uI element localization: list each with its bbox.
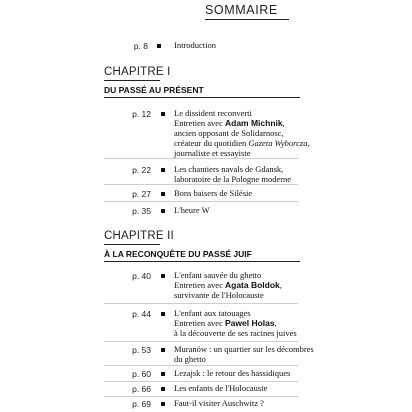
divider (104, 381, 298, 382)
divider (104, 341, 298, 342)
chapter-underline (104, 80, 160, 81)
page-number: p. 8 (133, 41, 148, 51)
toc-entry-dissident[interactable]: Le dissident reconverti Entretien avec Adam Michnik, ancien opposant de Solidarnosc, créateur du quotidien Gazeta Wyborcza, journaliste et essayiste (174, 108, 310, 158)
divider (104, 158, 298, 159)
divider (104, 184, 298, 185)
toc-entry-introduction[interactable] (174, 40, 394, 50)
bullet-marker (161, 192, 165, 196)
chapter-underline (104, 244, 160, 245)
page-number: p. 40 (132, 271, 151, 281)
page-number: p. 44 (132, 309, 151, 319)
interviewee-name: Adam Michnik (224, 118, 283, 128)
page-number: p. 35 (132, 206, 151, 216)
divider (104, 365, 298, 366)
divider (104, 201, 298, 202)
chapter-heading-2: CHAPITRE II (104, 230, 174, 242)
entry-title: Introduction (174, 40, 217, 50)
toc-entry-auschwitz[interactable]: Faut-il visiter Auschwitz ? (174, 398, 264, 408)
bullet-marker (157, 44, 161, 48)
page-number: p. 60 (132, 369, 151, 379)
toc-entry-heure-w[interactable]: L'heure W (174, 205, 210, 215)
bullet-marker (161, 209, 165, 213)
toc-entry-muranow[interactable]: Muranów : un quartier sur les décombres du ghetto (174, 344, 314, 364)
section-heading-2: À LA RECONQUÊTE DU PASSÉ JUIF (104, 249, 252, 259)
bullet-marker (161, 402, 165, 406)
newspaper-title: Gazeta Wyborcza (248, 138, 308, 148)
bullet-marker (161, 372, 165, 376)
divider (104, 396, 298, 397)
page-number: p. 27 (132, 189, 151, 199)
toc-entry-enfant-tatouages[interactable]: L'enfant aux tatouages Entretien avec Pawel Holas, à la découverte de ses racines juives (174, 308, 297, 338)
bullet-marker (161, 274, 165, 278)
interviewee-name: Agata Boldok (224, 280, 280, 290)
page-number: p. 53 (132, 345, 151, 355)
bullet-marker (161, 112, 165, 116)
page-title: SOMMAIRE (205, 3, 278, 17)
toc-entry-enfant-sauvee[interactable]: L'enfant sauvée du ghetto Entretien avec Agata Boldok, survivante de l'Holocauste (174, 270, 282, 300)
bullet-marker (161, 348, 165, 352)
interviewee-name: Pawel Holas (224, 318, 275, 328)
section-underline (104, 97, 300, 98)
bullet-marker (161, 168, 165, 172)
page-number: p. 12 (132, 109, 151, 119)
toc-entry-lezajsk[interactable]: Lezajsk : le retour des hassidiques (174, 368, 291, 378)
section-underline (104, 261, 300, 262)
toc-entry-enfants-holocauste[interactable]: Les enfants de l'Holocauste (174, 383, 268, 393)
section-heading-1: DU PASSÉ AU PRÉSENT (104, 85, 204, 95)
page-number: p. 69 (132, 399, 151, 409)
bullet-marker (161, 387, 165, 391)
page-number: p. 66 (132, 384, 151, 394)
bullet-marker (161, 312, 165, 316)
toc-entry-silesie[interactable]: Bons baisers de Silésie (174, 188, 253, 198)
toc-entry-gdansk[interactable]: Les chantiers navals de Gdansk, laboratoire de la Pologne moderne (174, 164, 292, 184)
divider (104, 303, 298, 304)
title-underline (205, 19, 289, 20)
chapter-heading-1: CHAPITRE I (104, 66, 171, 78)
page-number: p. 22 (132, 165, 151, 175)
